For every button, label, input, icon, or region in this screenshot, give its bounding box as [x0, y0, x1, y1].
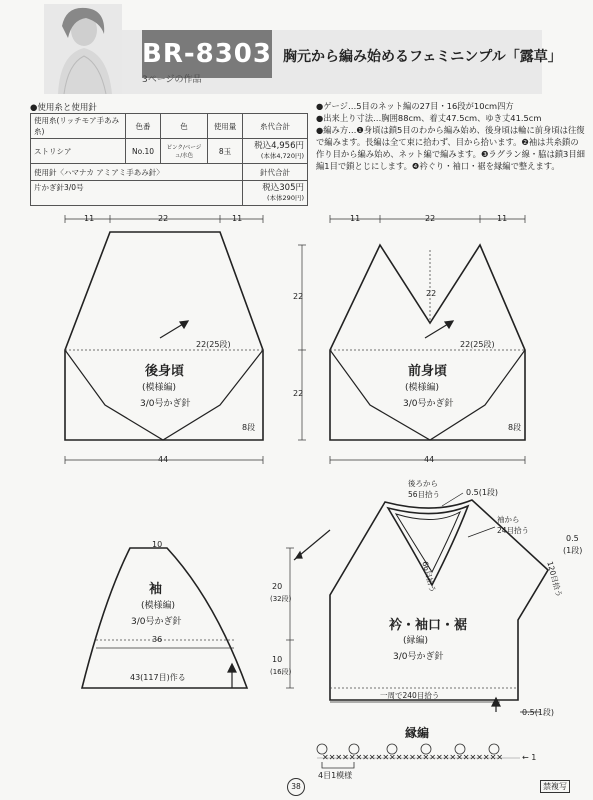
needle-name: 片かぎ針3/0号 — [31, 181, 243, 206]
front-body-needle: 3/0号かぎ針 — [403, 399, 454, 409]
sleeve-right-bottom-rows: (16段) — [270, 668, 292, 676]
front-top-mid-dim: 22 — [425, 214, 436, 223]
sleeve-right-top-dim: 20 — [272, 582, 283, 591]
gauge-note: ●ゲージ…5目のネット編の27目・16段が10cm四方 — [316, 101, 514, 111]
sleeve-needle: 3/0号かぎ針 — [131, 617, 182, 627]
yarn-price: 税込4,956円 — [254, 141, 304, 151]
front-body-outline — [330, 245, 525, 440]
product-code: BR-8303 — [142, 30, 272, 78]
sleeve-right-bottom-dim: 10 — [272, 655, 283, 664]
back-top-mid-dim: 22 — [158, 214, 169, 223]
col-color: 色 — [161, 114, 208, 139]
cuff-pickup: 120目拾う — [545, 560, 564, 599]
sleeve-width-dim: 36 — [152, 635, 163, 644]
back-pickup-1: 後ろから — [408, 479, 438, 488]
edging-repeat: 4目1模様 — [318, 771, 353, 780]
materials-heading: ●使用糸と使用針 — [30, 103, 97, 113]
page-number: 38 — [287, 778, 305, 796]
sleeve-pickup-1: 袖から — [497, 515, 520, 524]
sleeve-pickup-2: 24目拾う — [497, 526, 530, 535]
front-body-name: 前身頃 — [408, 364, 448, 379]
front-top-left-dim: 11 — [350, 214, 361, 223]
col-yarn: 使用糸(リッチモア手あみ糸) — [31, 114, 126, 139]
front-body-pattern: (模様編) — [405, 383, 440, 393]
back-top-right-dim: 11 — [232, 214, 243, 223]
yarn-amount: 8玉 — [208, 139, 243, 164]
col-amount: 使用量 — [208, 114, 243, 139]
assembly-needle: 3/0号かぎ針 — [393, 652, 444, 662]
front-side-top-dim: 22 — [293, 292, 304, 301]
front-v-depth-dim: 22 — [426, 289, 437, 298]
edging-row-marker: ← 1 — [522, 753, 537, 762]
needle-price: 税込305円 — [262, 183, 304, 193]
back-body-name: 後身頃 — [145, 364, 185, 379]
headline: 胸元から編み始めるフェミニンプル「露草」 — [283, 49, 562, 65]
back-pickup-2: 56目拾う — [408, 490, 441, 499]
yarn-number: No.10 — [126, 139, 161, 164]
front-bottom-dim: 44 — [424, 455, 435, 464]
hem-pickup: 一周で240目拾う — [380, 691, 440, 700]
needle-price-heading: 針代合計 — [243, 164, 308, 181]
edging-title: 縁編 — [405, 726, 430, 740]
neck-edge-dim: 0.5(1段) — [466, 488, 499, 497]
assembly-pattern: (縁編) — [403, 636, 429, 646]
back-body-needle: 3/0号かぎ針 — [140, 399, 191, 409]
back-bottom-dim: 44 — [158, 455, 169, 464]
assembly-name: 衿・袖口・裾 — [389, 618, 468, 633]
method-note: ●編み方…❶身頃は鎖5目のわから編み始め、後身頃は輪に前身頃は往復で編みます。長編は全て束に拾わず、目から拾います。❷袖は共糸鎖の作り目から編み始め、ネット編で編みます。❸ラグラン線・脇は鎖3目細編1目で鎖とじにします。❹衿ぐり・袖口・裾を縁編で整えます。 — [316, 125, 585, 171]
col-price: 糸代合計 — [243, 114, 308, 139]
hem-edge-dim: 0.5(1段) — [522, 708, 555, 717]
back-body-pattern: (模様編) — [142, 383, 177, 393]
back-top-left-dim: 11 — [84, 214, 95, 223]
yarn-name: ストリシア — [31, 139, 126, 164]
front-edge-rows: 8段 — [508, 423, 522, 432]
sleeve-top-dim: 10 — [152, 540, 163, 549]
back-edge-rows: 8段 — [242, 423, 256, 432]
back-center-dim: 22(25段) — [196, 340, 231, 349]
sleeve-right-top-rows: (32段) — [270, 595, 292, 603]
front-side-bottom-dim: 22 — [293, 389, 304, 398]
front-pickup: 66目拾う — [420, 560, 438, 594]
sleeve-chain-note: 43(117目)作る — [130, 673, 186, 682]
sleeve-name: 袖 — [149, 582, 163, 597]
size-note: ●出来上り寸法…胸囲88cm、着丈47.5cm、ゆき丈41.5cm — [316, 113, 542, 123]
sleeve-pattern: (模様編) — [141, 601, 176, 611]
svg-text:✕✕✕✕✕✕✕✕✕✕✕✕✕✕✕✕✕✕✕✕✕✕✕✕✕✕✕: ✕✕✕✕✕✕✕✕✕✕✕✕✕✕✕✕✕✕✕✕✕✕✕✕✕✕✕ — [322, 753, 503, 762]
col-num: 色番 — [126, 114, 161, 139]
yarn-color: ピンク/ベージュ/水色 — [161, 139, 208, 164]
cuff-edge-dim: 0.5 — [566, 534, 579, 543]
front-center-dim: 22(25段) — [460, 340, 495, 349]
page-reference: 3ページの作品 — [142, 75, 202, 85]
yarn-price-base: (本体4,720円) — [260, 152, 304, 160]
copyright-notice: 禁複写 — [540, 780, 570, 793]
needle-heading: 使用針〈ハマナカ アミアミ手あみ針〉 — [31, 164, 243, 181]
cuff-edge-rows: (1段) — [563, 546, 583, 555]
front-top-right-dim: 11 — [497, 214, 508, 223]
needle-price-base: (本体290円) — [267, 194, 304, 202]
